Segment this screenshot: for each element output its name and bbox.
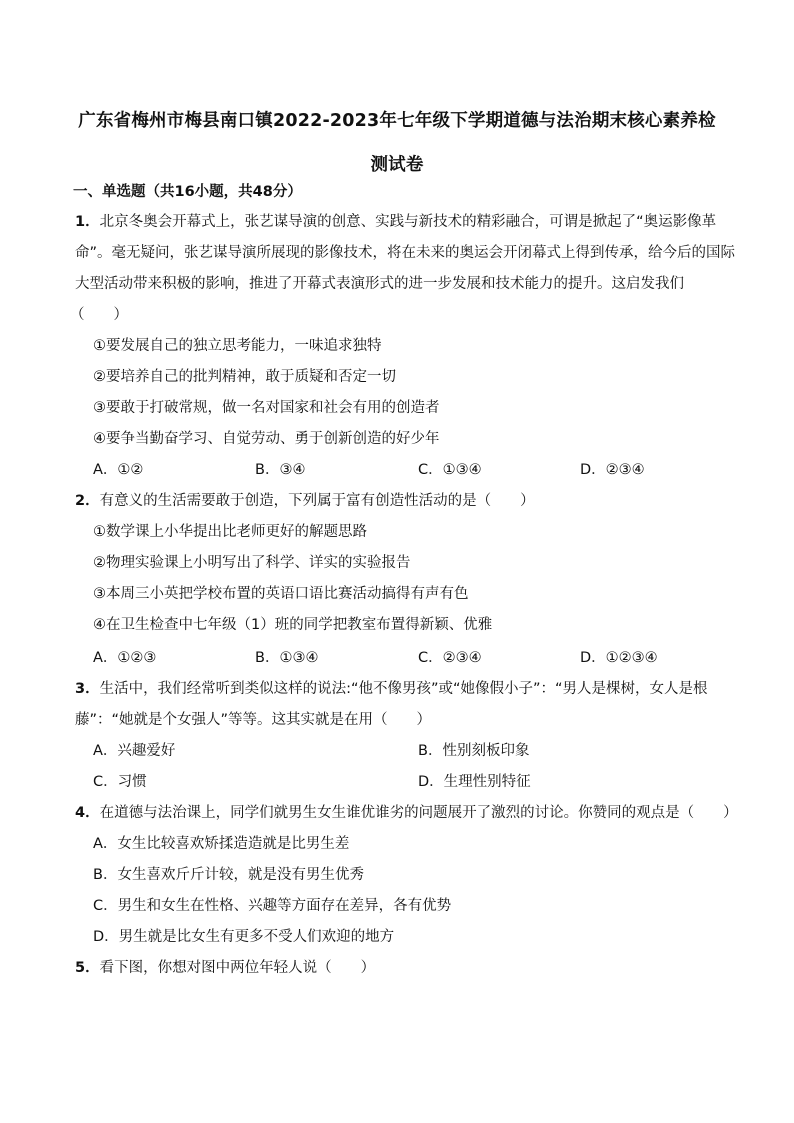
question-2-choice-a[interactable]: A．①②③ <box>93 650 157 666</box>
question-3-choice-a[interactable]: A．兴趣爱好 <box>93 743 176 759</box>
question-4-text: 在道德与法治课上，同学们就男生女生谁优谁劣的问题展开了激烈的讨论。你赞同的观点是（ ） <box>99 805 738 821</box>
question-4-choice-a[interactable]: A．女生比较喜欢矫揉造造就是比男生差 <box>93 836 350 852</box>
section-heading: 一、单选题（共16小题，共48分） <box>73 184 302 200</box>
question-4-choice-b[interactable]: B．女生喜欢斤斤计较，就是没有男生优秀 <box>93 867 364 883</box>
question-3-text: 生活中，我们经常听到类似这样的说法:“他不像男孩”或“她像假小子”：“男人是棵树，女人是根 <box>99 681 708 697</box>
question-1-choice-b[interactable]: B．③④ <box>255 462 306 478</box>
question-3-choice-d[interactable]: D．生理性别特征 <box>418 774 531 790</box>
question-1-choice-a[interactable]: A．①② <box>93 462 144 478</box>
question-2-option-4: ④在卫生检查中七年级（1）班的同学把教室布置得新颖、优雅 <box>93 617 493 633</box>
question-2-option-1: ①数学课上小华提出比老师更好的解题思路 <box>93 524 367 540</box>
exam-title-line2: 测试卷 <box>370 155 424 175</box>
question-1-option-4: ④要争当勤奋学习、自觉劳动、勇于创新创造的好少年 <box>93 431 440 447</box>
question-2-choice-d[interactable]: D．①②③④ <box>580 650 658 666</box>
question-5-text: 看下图，你想对图中两位年轻人说（ ） <box>99 960 376 976</box>
question-4-line1 <box>75 801 754 822</box>
question-1-line1 <box>75 210 754 231</box>
question-1-line3: 大型活动带来积极的影响，推进了开幕式表演形式的进一步发展和技术能力的提升。这启发我们 <box>75 276 684 292</box>
question-1-line2: 命”。毫无疑问，张艺谋导演所展现的影像技术，将在未来的奥运会开闭幕式上得到传承，给今后的国际 <box>75 245 736 261</box>
question-4-choice-d[interactable]: D．男生就是比女生有更多不受人们欢迎的地方 <box>93 929 395 945</box>
question-1-number: 1． <box>75 214 100 230</box>
question-5-line1 <box>75 956 754 977</box>
question-5-number: 5． <box>75 960 100 976</box>
question-3-choice-c[interactable]: C．习惯 <box>93 774 147 790</box>
question-1-choice-c[interactable]: C．①③④ <box>418 462 482 478</box>
question-2-number: 2． <box>75 493 100 509</box>
question-2-choice-c[interactable]: C．②③④ <box>418 650 482 666</box>
question-3-line2: 藤”：“她就是个女强人”等等。这其实就是在用（ ） <box>75 712 432 728</box>
question-3-number: 3． <box>75 681 100 697</box>
question-3-line1 <box>75 677 754 698</box>
question-1-option-1: ①要发展自己的独立思考能力，一味追求独特 <box>93 338 382 354</box>
question-1-choice-d[interactable]: D．②③④ <box>580 462 645 478</box>
question-2-option-2: ②物理实验课上小明写出了科学、详实的实验报告 <box>93 555 411 571</box>
question-3-choice-b[interactable]: B．性别刻板印象 <box>418 743 530 759</box>
question-1-option-3: ③要敢于打破常规，做一名对国家和社会有用的创造者 <box>93 400 440 416</box>
exam-title-line1: 广东省梅州市梅县南口镇2022-2023年七年级下学期道德与法治期末核心素养检 <box>78 111 716 131</box>
question-2-option-3: ③本周三小英把学校布置的英语口语比赛活动搞得有声有色 <box>93 586 469 602</box>
question-1-text: 北京冬奥会开幕式上，张艺谋导演的创意、实践与新技术的精彩融合，可谓是掀起了“奥运影像革 <box>99 214 717 230</box>
question-2-text: 有意义的生活需要敢于创造，下列属于富有创造性活动的是（ ） <box>99 493 535 509</box>
question-1-blank: （ ） <box>70 307 128 323</box>
question-2-choice-b[interactable]: B．①③④ <box>255 650 319 666</box>
question-2-line1 <box>75 489 754 510</box>
question-4-choice-c[interactable]: C．男生和女生在性格、兴趣等方面存在差异，各有优势 <box>93 898 452 914</box>
question-4-number: 4． <box>75 805 100 821</box>
question-1-option-2: ②要培养自己的批判精神，敢于质疑和否定一切 <box>93 369 396 385</box>
